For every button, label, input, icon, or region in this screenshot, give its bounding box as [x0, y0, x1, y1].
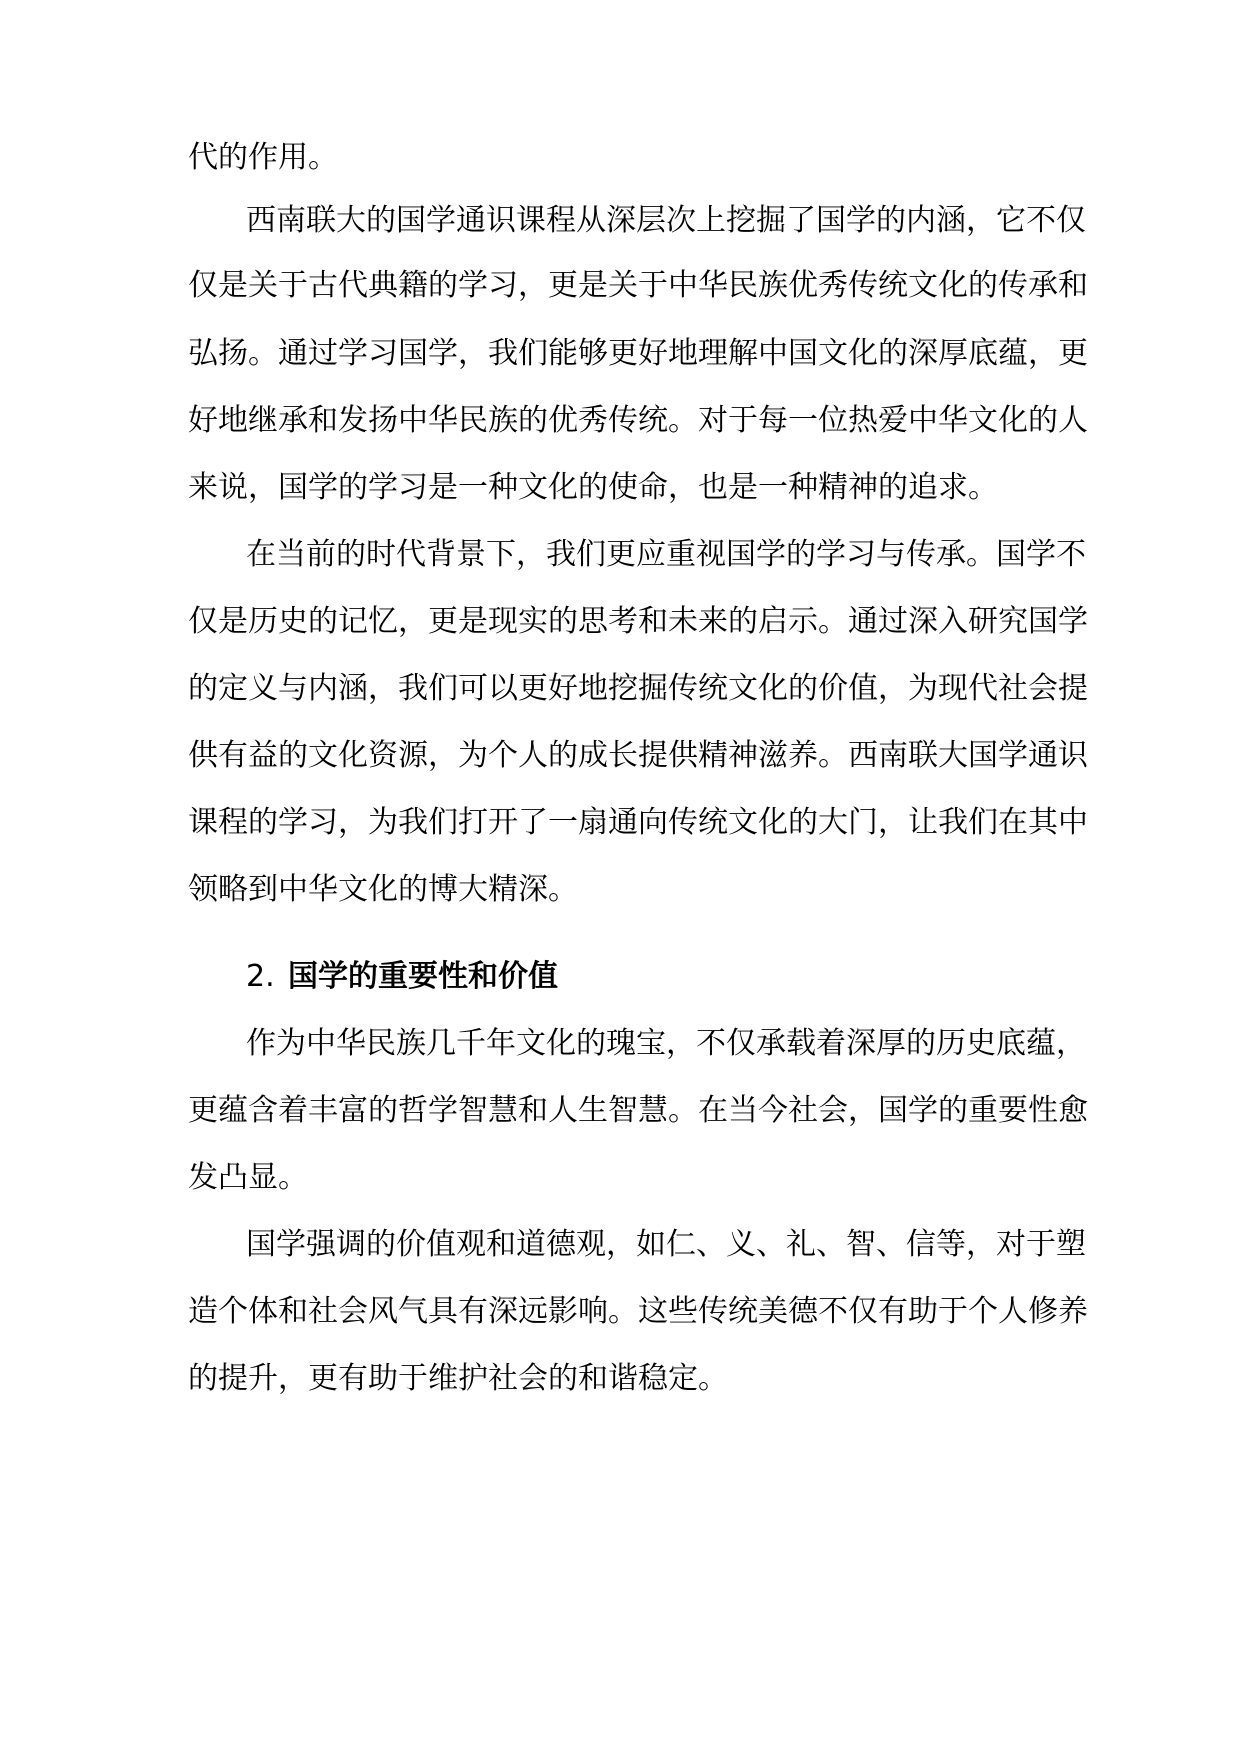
- paragraph-line: 作为中华民族几千年文化的瑰宝，不仅承载着深厚的历史底蕴，: [246, 1026, 1086, 1061]
- section-heading: [246, 957, 558, 997]
- paragraph-line: 在当前的时代背景下，我们更应重视国学的学习与传承。国学不: [246, 537, 1086, 572]
- section-number: 2.: [246, 959, 275, 994]
- paragraph-line: 发凸显。: [188, 1160, 308, 1195]
- paragraph-line: 领略到中华文化的博大精深。: [188, 872, 578, 907]
- paragraph-line: 造个体和社会风气具有深远影响。这些传统美德不仅有助于个人修养: [188, 1294, 1088, 1329]
- paragraph-line: 代的作用。: [188, 140, 338, 175]
- paragraph-line: 西南联大的国学通识课程从深层次上挖掘了国学的内涵，它不仅: [246, 203, 1086, 238]
- paragraph-line: 好地继承和发扬中华民族的优秀传统。对于每一位热爱中华文化的人: [188, 403, 1088, 438]
- paragraph-line: 的定义与内涵，我们可以更好地挖掘传统文化的价值，为现代社会提: [188, 671, 1088, 706]
- section-title: 国学的重要性和价值: [288, 959, 558, 994]
- paragraph-line: 国学强调的价值观和道德观，如仁、义、礼、智、信等，对于塑: [246, 1227, 1086, 1262]
- paragraph-line: 仅是关于古代典籍的学习，更是关于中华民族优秀传统文化的传承和: [188, 268, 1088, 303]
- paragraph-line: 的提升，更有助于维护社会的和谐稳定。: [188, 1361, 728, 1396]
- paragraph-line: 更蕴含着丰富的哲学智慧和人生智慧。在当今社会，国学的重要性愈: [188, 1093, 1088, 1128]
- paragraph-line: 弘扬。通过学习国学，我们能够更好地理解中国文化的深厚底蕴，更: [188, 336, 1088, 371]
- paragraph-line: 仅是历史的记忆，更是现实的思考和未来的启示。通过深入研究国学: [188, 604, 1088, 639]
- paragraph-line: 来说，国学的学习是一种文化的使命，也是一种精神的追求。: [188, 470, 998, 505]
- paragraph-line: 课程的学习，为我们打开了一扇通向传统文化的大门，让我们在其中: [188, 805, 1088, 840]
- paragraph-line: 供有益的文化资源，为个人的成长提供精神滋养。西南联大国学通识: [188, 738, 1088, 773]
